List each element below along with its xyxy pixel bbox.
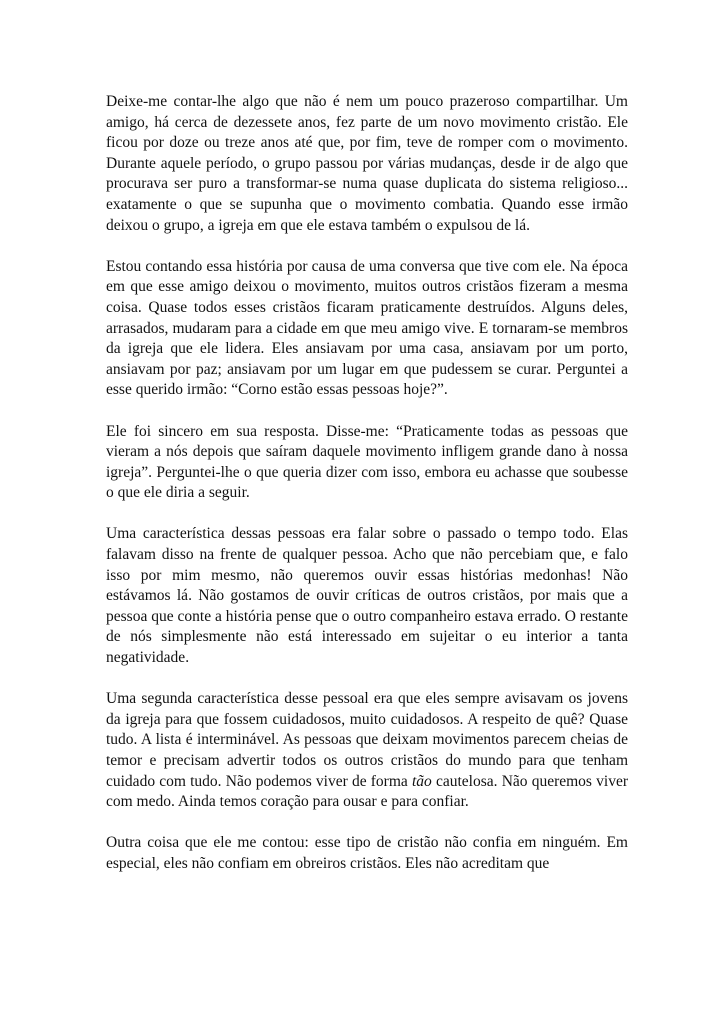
document-page <box>106 92 628 875</box>
paragraph-2: Estou contando essa história por causa de uma conversa que tive com ele. Na época em que esse amigo deixou o movimento, muitos outros cristãos fizeram a mesma coisa. Quase todos esses cristãos ficaram praticamente destruídos. Alguns deles, arrasados, mudaram para a cidade em que meu amigo vive. E tornaram-se membros da igreja que ele lidera. Eles ansiavam por uma casa, ansiavam por um porto, ansiavam por paz; ansiavam por um lugar em que pudessem se curar. Perguntei a esse querido irmão: “Corno estão essas pessoas hoje?”. <box>106 257 628 399</box>
paragraph-4: Uma característica dessas pessoas era falar sobre o passado o tempo todo. Elas falavam disso na frente de qualquer pessoa. Acho que não percebiam que, e falo isso por mim mesmo, não queremos ouvir essas histórias medonhas! Não estávamos lá. Não gostamos de ouvir críticas de outros cristãos, por mais que a pessoa que conte a história pense que o outro companheiro estava errado. O restante de nós simplesmente não está interessado em sujeitar o eu interior a tanta negatividade. <box>106 525 628 667</box>
paragraph-1: Deixe-me contar-lhe algo que não é nem um pouco prazeroso compartilhar. Um amigo, há cerca de dezessete anos, fez parte de um novo movimento cristão. Ele ficou por doze ou treze anos até que, por fim, teve de romper com o movimento. Durante aquele período, o grupo passou por várias mudanças, desde ir de algo que procurava ser puro a transformar-se numa quase duplicata do sistema religioso... exatamente o que se supunha que o movimento combatia. Quando esse irmão deixou o grupo, a igreja em que ele estava também o expulsou de lá. <box>106 93 628 234</box>
paragraph-6: Outra coisa que ele me contou: esse tipo de cristão não confia em ninguém. Em especial, eles não confiam em obreiros cristãos. Eles não acreditam que <box>106 834 628 872</box>
paragraph-5 <box>106 689 628 813</box>
paragraph-5-text-a: Uma segunda característica desse pessoal era que eles sempre avisavam os jovens da igreja para que fossem cuidadosos, muito cuidadosos. A respeito de quê? Quase tudo. A lista é interminável. As pessoas que deixam movimentos parecem cheias de temor e precisam advertir todos os outros cristãos do mundo para que tenham cuidado com tudo. Não podemos viver de forma <box>106 690 628 790</box>
paragraph-3: Ele foi sincero em sua resposta. Disse-me: “Praticamente todas as pessoas que vieram a nós depois que saíram daquele movimento infligem grande dano à nossa igreja”. Perguntei-lhe o que queria dizer com isso, embora eu achasse que soubesse o que ele diria a seguir. <box>106 422 628 502</box>
paragraph-5-italic: tão <box>411 772 432 790</box>
paragraph-5-text-b: cautelosa. Não queremos viver com medo. Ainda temos coração para ousar e para confiar. <box>106 772 628 811</box>
